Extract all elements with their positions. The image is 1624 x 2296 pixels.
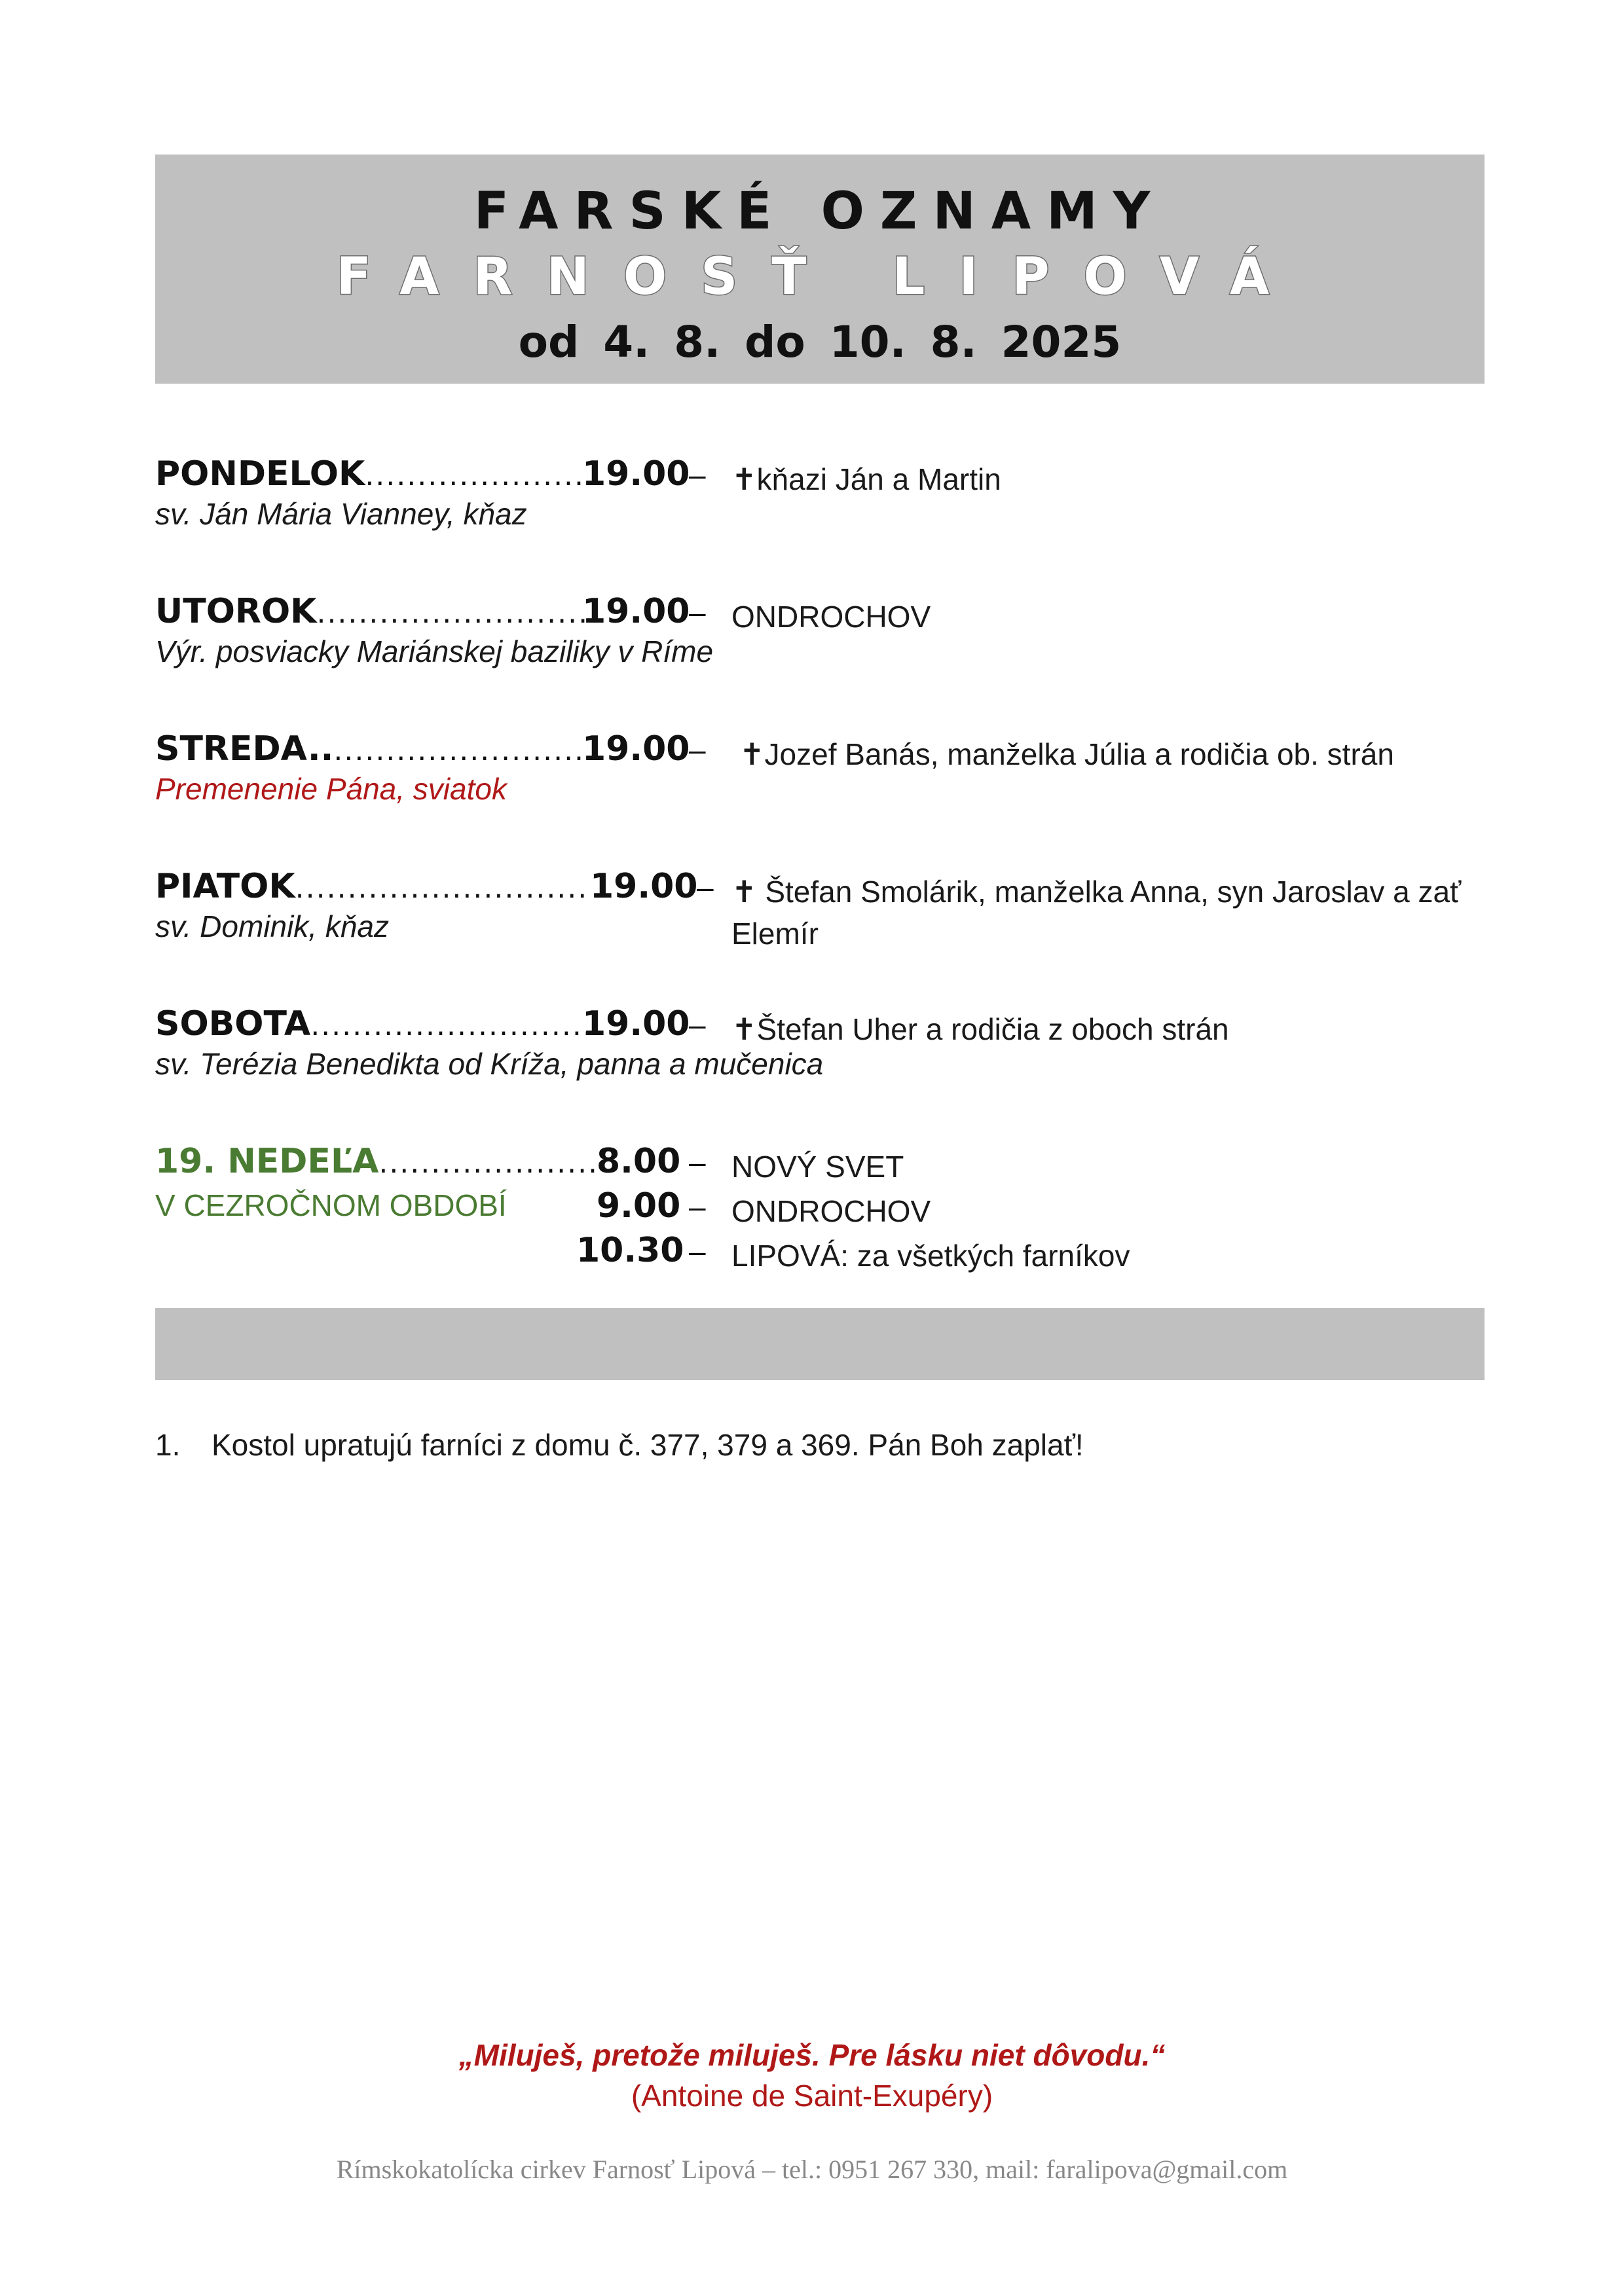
mass-time: 19.00 xyxy=(582,454,690,494)
day-name: SOBOTA........................... xyxy=(155,1004,593,1044)
page-title: FARSKÉ OZNAMY xyxy=(473,182,1166,241)
feast-label: sv. Terézia Benedikta od Kríža, panna a mučenica xyxy=(155,1047,824,1081)
mass-time: 10.30 xyxy=(576,1231,684,1270)
mass-intention: ✝ Štefan Smolárik, manželka Anna, syn Jaroslav a zať Elemír xyxy=(731,875,1462,951)
dash: – xyxy=(689,1190,706,1224)
mass-time: 19.00 xyxy=(582,592,690,631)
mass-time: 19.00 xyxy=(582,1004,690,1044)
mass-intention: LIPOVÁ: za všetkých farníkov xyxy=(731,1239,1130,1273)
feast-label: sv. Dominik, kňaz xyxy=(155,909,390,943)
day-name: STREDA............................ xyxy=(155,729,606,769)
quote-author: (Antoine de Saint-Exupéry) xyxy=(631,2079,993,2113)
day-sunday xyxy=(155,1142,1485,1273)
mass-time: 19.00 xyxy=(582,729,690,769)
dash: – xyxy=(689,1145,706,1179)
parish-name: FARNOSŤ LIPOVÁ xyxy=(336,247,1304,306)
liturgical-period: V CEZROČNOM OBDOBÍ xyxy=(155,1188,507,1222)
mass-time: 8.00 xyxy=(597,1142,681,1181)
mass-intention: ONDROCHOV xyxy=(731,1194,931,1228)
mass-intention: ✝kňazi Ján a Martin xyxy=(731,462,1001,496)
notice-number: 1. xyxy=(155,1428,181,1462)
header-banner xyxy=(155,155,1485,384)
quote-text: „Miluješ, pretože miluješ. Pre lásku niet dôvodu.“ xyxy=(458,2038,1166,2072)
day-name: PONDELOK...................... xyxy=(155,454,596,494)
day-name: PIATOK............................ xyxy=(155,867,589,906)
mass-intention: ✝Štefan Uher a rodičia z oboch strán xyxy=(731,1012,1229,1046)
mass-time: 19.00 xyxy=(590,867,698,906)
dash: – xyxy=(689,1234,706,1268)
mass-time: 9.00 xyxy=(597,1186,681,1226)
feast-label: Premenenie Pána, sviatok xyxy=(155,772,507,806)
feast-label: sv. Ján Mária Vianney, kňaz xyxy=(155,497,527,531)
date-range: od 4. 8. do 10. 8. 2025 xyxy=(518,317,1122,367)
footer-contact: Rímskokatolícka cirkev Farnosť Lipová – tel.: 0951 267 330, mail: faralipova@gmail.com xyxy=(336,2155,1288,2184)
feast-label: Výr. posviacky Mariánskej baziliky v Ríme xyxy=(155,634,714,668)
dash: – xyxy=(697,870,714,904)
notice-text: Kostol upratujú farníci z domu č. 377, 379 a 369. Pán Boh zaplať! xyxy=(212,1428,1084,1462)
dash: – xyxy=(689,458,706,492)
mass-intention: ONDROCHOV xyxy=(731,600,931,634)
notice-item xyxy=(155,1427,1084,1463)
mass-intention: ✝Jozef Banás, manželka Júlia a rodičia ob. strán xyxy=(739,737,1394,771)
dash: – xyxy=(689,1008,706,1042)
section-divider xyxy=(155,1308,1485,1380)
dash: – xyxy=(689,595,706,629)
dash: – xyxy=(689,733,706,767)
day-name: 19. NEDEĽA..................... xyxy=(155,1142,599,1181)
day-name: UTOROK........................... xyxy=(155,592,600,631)
mass-intention: NOVÝ SVET xyxy=(731,1150,904,1184)
